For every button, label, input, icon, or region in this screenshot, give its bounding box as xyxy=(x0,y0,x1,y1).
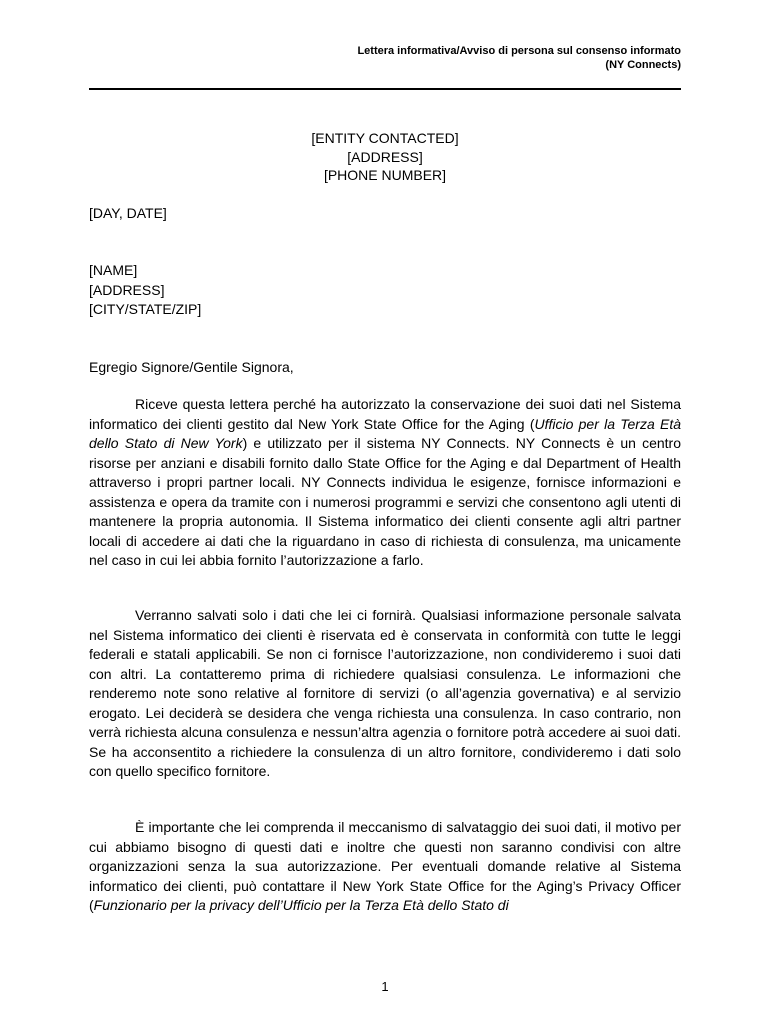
entity-block xyxy=(89,129,681,185)
paragraph-1 xyxy=(89,395,681,571)
paragraph-2: Verranno salvati solo i dati che lei ci fornirà. Qualsiasi informazione personale salvata nel Sistema informatico dei clienti è riservata ed è conservata in conformità con tutte le leggi federali e statali applicabili. Se non ci fornisce l’autorizzazione, non condivideremo i suoi dati con altri. La contatteremo prima di richiedere qualsiasi consulenza. Le informazioni che renderemo note sono relative al fornitore di servizi (o all’agenzia governativa) e al servizio erogato. Lei deciderà se desidera che venga richiesta una consulenza. In caso contrario, non verrà richiesta alcuna consulenza e nessun’altra agenzia o fornitore potrà accedere ai suoi dati. Se ha acconsentito a richiedere la consulenza di un altro fornitore, condivideremo i dati solo con quello specifico fornitore. xyxy=(89,607,681,779)
entity-phone: [PHONE NUMBER] xyxy=(323,167,447,183)
paragraph-3 xyxy=(89,818,681,916)
entity-address: [ADDRESS] xyxy=(347,148,423,165)
header-subtitle: (NY Connects) xyxy=(605,59,681,71)
letter-date: [DAY, DATE] xyxy=(89,205,167,221)
salutation: Egregio Signore/Gentile Signora, xyxy=(89,359,294,375)
entity-name: [ENTITY CONTACTED] xyxy=(311,130,459,146)
paragraph-1-italic: Ufficio per la Terza Età dello Stato di New York xyxy=(89,415,681,451)
recipient-address: [ADDRESS] xyxy=(89,281,165,298)
paragraph-3-text-a: È importante che lei comprenda il meccanismo di salvataggio dei suoi dati, il motivo per cui abbiamo bisogno di questi dati e inoltre che questi non saranno condivisi con altre organizzazioni senza la sua autorizzazione. Per eventuali domande relative al Sistema informatico dei clienti, può contattare il New York State Office for the Aging’s Privacy Officer ( xyxy=(89,819,681,913)
paragraph-1-text-a: Riceve questa lettera perché ha autorizzato la conservazione dei suoi dati nel Sistema informatico dei clienti gestito dal New York State Office for the Aging ( xyxy=(89,396,681,432)
paragraph-3-italic: Funzionario per la privacy dell’Ufficio per la Terza Età dello Stato di xyxy=(93,897,509,913)
recipient-name: [NAME] xyxy=(89,262,138,278)
header-divider xyxy=(89,88,681,90)
document-header xyxy=(357,44,681,72)
recipient-city: [CITY/STATE/ZIP] xyxy=(89,301,202,317)
paragraph-1-text-c: ) e utilizzato per il sistema NY Connects. NY Connects è un centro risorse per anziani e disabili fornito dallo State Office for the Aging e dal Department of Health attraverso i propri partner locali. NY Connects individua le esigenze, fornisce informazioni e assistenza e opera da tramite con i numerosi programmi e servizi che consentono agli utenti di mantenere la propria autonomia. Il Sistema informatico dei clienti consente agli altri partner locali di accedere ai dati che la riguardano in caso di richiesta di consulenza, ma unicamente nel caso in cui lei abbia fornito l’autorizzazione a farlo. xyxy=(89,435,681,568)
recipient-block xyxy=(89,261,681,320)
page-number: 1 xyxy=(381,979,389,994)
header-title: Lettera informativa/Avviso di persona sul consenso informato xyxy=(357,45,681,57)
